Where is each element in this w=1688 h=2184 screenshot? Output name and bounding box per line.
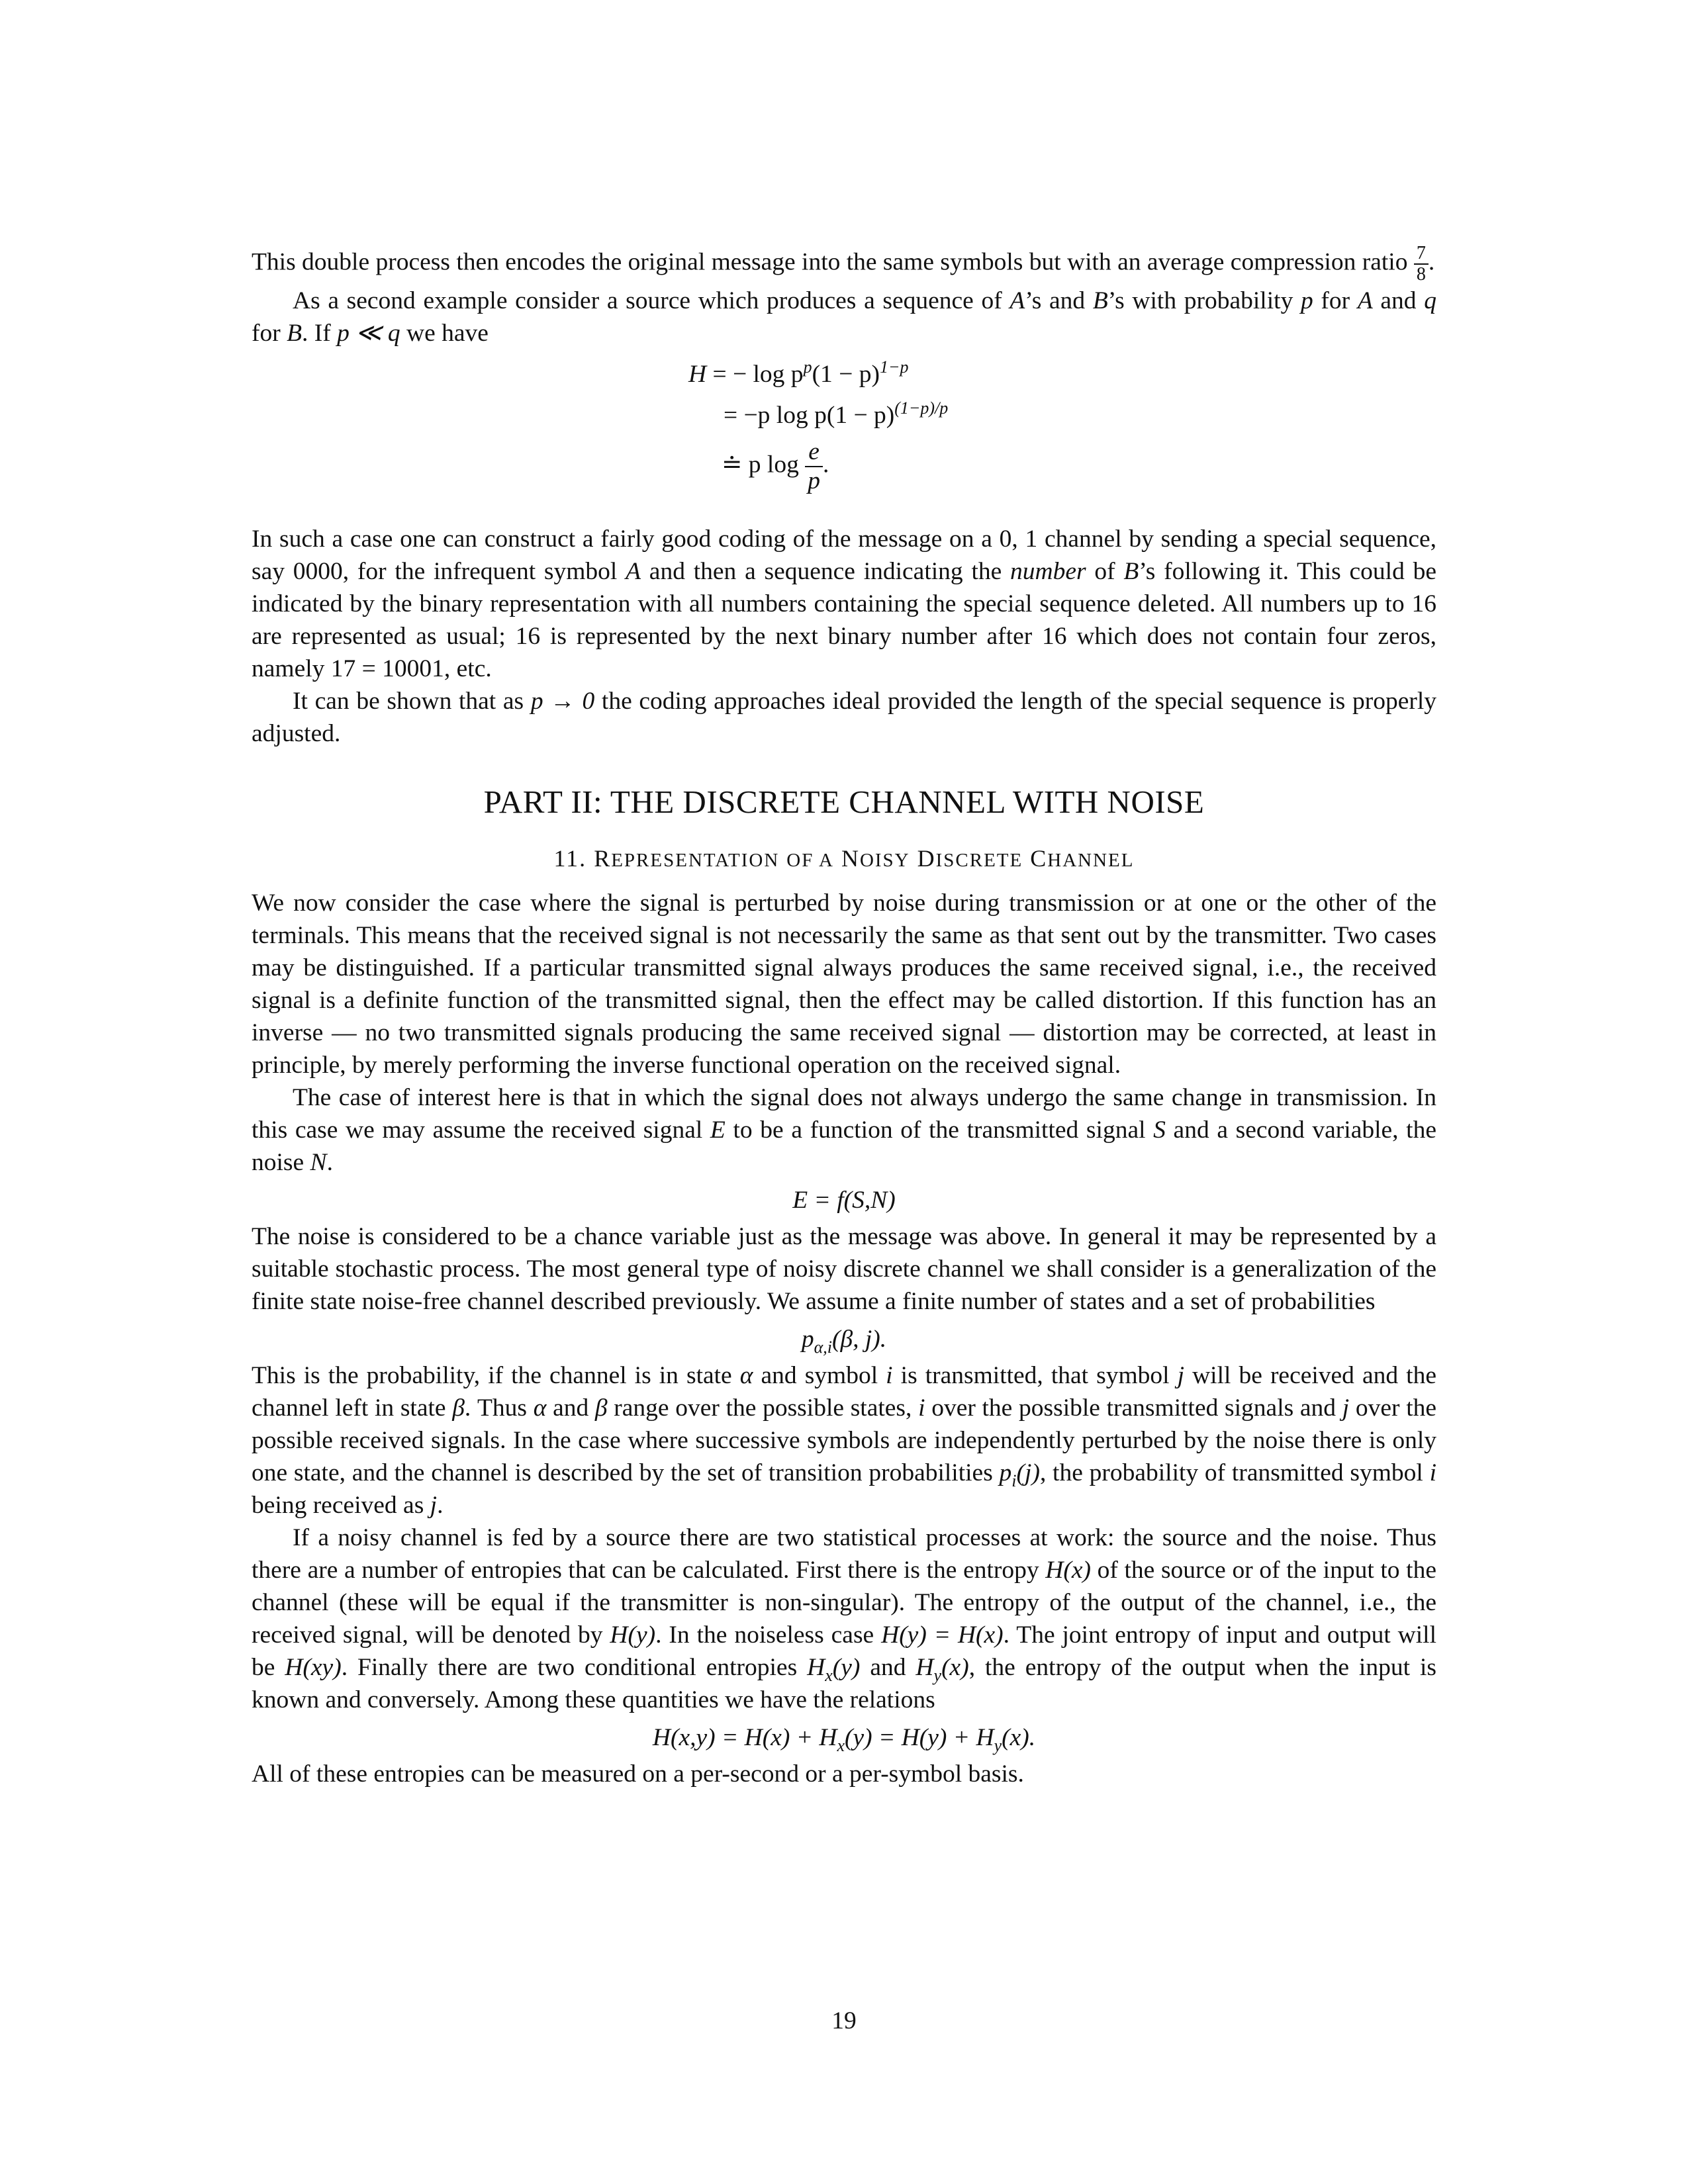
equation-line-3: ≐ p log $\frac{e}{p}$ . [722,438,829,494]
paragraph-measurement-basis: All of these entropies can be measured on a per-second or a per-symbol basis. [252,1760,1024,1788]
page-number: 19 [831,2007,857,2034]
paragraph-coding: In such a case one can construct a fairly good coding of the message on a 0, 1 channel by sending a special sequence, say 0000, for the infrequent symbol A and then a sequence indicating the number of B’s following it. This could be indicated by the binary representation with all numbers containing the special sequence deleted. All numbers up to 16 are represented as usual; 16 is represented by the next binary number after 16 which does not contain four zeros, namely 17 = 10001, etc. [252,525,1436,682]
paragraph-ideal-coding: It can be shown that as p → 0 the coding approaches ideal provided the length of the special sequence is properly adjusted. [252,688,1436,747]
page-body [252,244,1436,1790]
paragraph-probability-meaning: This is the probability, if the channel is in state α and symbol i is transmitted, that symbol j will be received and the channel left in state β. Thus α and β range over the possible states, i over the possible transmitted signals and j over the possible received signals. In the case where successive symbols are independently perturbed by the noise there is only one state, and the channel is described by the set of transition probabilities $p_i(j)$, the probability of transmitted symbol i being received as j. [252,1362,1437,1519]
part-title: PART II: THE DISCRETE CHANNEL WITH NOISE [483,784,1205,820]
equation-noise-function: E = f(S,N) [792,1187,896,1214]
section-heading: 11. REPRESENTATION OF A NOISY DISCRETE CHANNEL [553,845,1135,872]
paragraph-second-example: As a second example consider a source which produces a sequence of A’s and B’s with probability p for A and q for B. If p ≪ q we have [252,287,1436,347]
paragraph-entropies: If a noisy channel is fed by a source there are two statistical processes at work: the source and the noise. Thus there are a number of entropies that can be calculated. First there is the entropy H(x) of the source or of the input to the channel (these will be equal if the transmitter is non-singular). The entropy of the output of the channel, i.e., the received signal, will be denoted by H(y). In the noiseless case H(y) = H(x). The joint entropy of input and output will be H(xy). Finally there are two conditional entropies $H_x(y)$ and $H_y(x)$, the entropy of the output when the input is known and conversely. Among these quantities we have the relations [252,1524,1437,1713]
equation-transition-probability: $p_{\alpha,i}(\beta$, j). [801,1326,887,1357]
fraction-e-over-p: $\frac{e}{p}$ [805,438,823,495]
equation-line-2: = −p $\log p(1 - p)^{(1-p)/p}$ [724,398,949,429]
entropy-equation-block [252,357,1436,510]
paragraph-noise-process: The noise is considered to be a chance variable just as the message was above. In general it may be represented by a suitable stochastic process. The most general type of noisy discrete channel we shall consider is a generalization of the finite state noise-free channel described previously. We assume a finite number of states and a set of probabilities [252,1223,1436,1315]
paragraph-case-of-interest: The case of interest here is that in which the signal does not always undergo the same change in transmission. In this case we may assume the received signal E to be a function of the transmitted signal S and a second variable, the noise N. [252,1084,1436,1176]
equation-entropy-relations: $H(x,y) = H(x) + H_x(y) = H(y) + H_y(x)$. [652,1724,1036,1755]
fraction-seven-eighths: $\frac{7}{8}$ [1414,244,1429,285]
paragraph-compression: This double process then encodes the original message into the same symbols but with an average compression ratio $\frac{7}{8}$ . [252,243,1435,285]
paragraph-noise-intro: We now consider the case where the signal is perturbed by noise during transmission or at one or the other of the terminals. This means that the received signal is not necessarily the same as that sent out by the transmitter. Two cases may be distinguished. If a particular transmitted signal always produces the same received signal, i.e., the received signal is a definite function of the transmitted signal, then the effect may be called distortion. If this function has an inverse — no two transmitted signals producing the same received signal — distortion may be corrected, at least in principle, by merely performing the inverse functional operation on the received signal. [252,889,1436,1079]
equation-line-1: H = − $\log p^p(1 - p)^{1-p}$ [688,357,909,388]
